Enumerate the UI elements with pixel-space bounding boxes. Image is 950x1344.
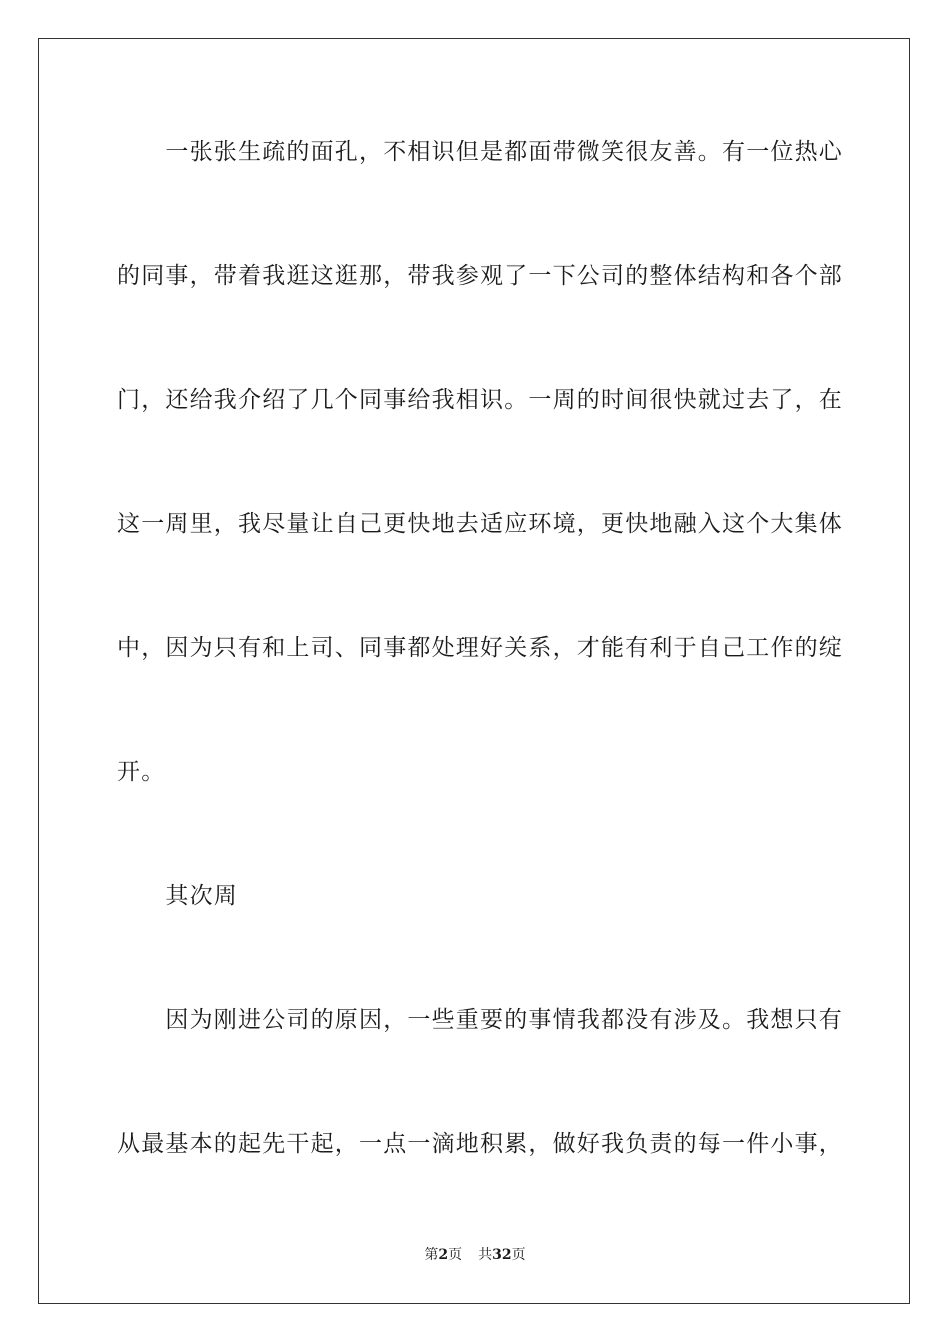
- footer-page-number: 2: [438, 1247, 449, 1263]
- footer-total-prefix: 共: [478, 1247, 493, 1263]
- paragraph-line: 因为刚进公司的原因，一些重要的事情我都没有涉及。我想只有: [117, 1007, 843, 1033]
- section-heading: 其次周: [117, 883, 238, 909]
- paragraph-line: 门，还给我介绍了几个同事给我相识。一周的时间很快就过去了，在: [117, 387, 843, 413]
- footer-total-number: 32: [492, 1247, 512, 1263]
- page-footer: [0, 1246, 950, 1264]
- footer-page-suffix: 页: [448, 1247, 463, 1263]
- page-border: [38, 38, 910, 1304]
- footer-total-suffix: 页: [511, 1247, 526, 1263]
- paragraph-line: 这一周里，我尽量让自己更快地去适应环境，更快地融入这个大集体: [117, 511, 843, 537]
- paragraph-line: 的同事，带着我逛这逛那，带我参观了一下公司的整体结构和各个部: [117, 263, 843, 289]
- paragraph-line: 开。: [117, 759, 166, 785]
- footer-page-prefix: 第: [424, 1247, 439, 1263]
- paragraph-line: 一张张生疏的面孔，不相识但是都面带微笑很友善。有一位热心: [117, 139, 843, 165]
- paragraph-line: 中，因为只有和上司、同事都处理好关系，才能有利于自己工作的绽: [117, 635, 843, 661]
- paragraph-line: 从最基本的起先干起，一点一滴地积累，做好我负责的每一件小事，: [117, 1131, 843, 1157]
